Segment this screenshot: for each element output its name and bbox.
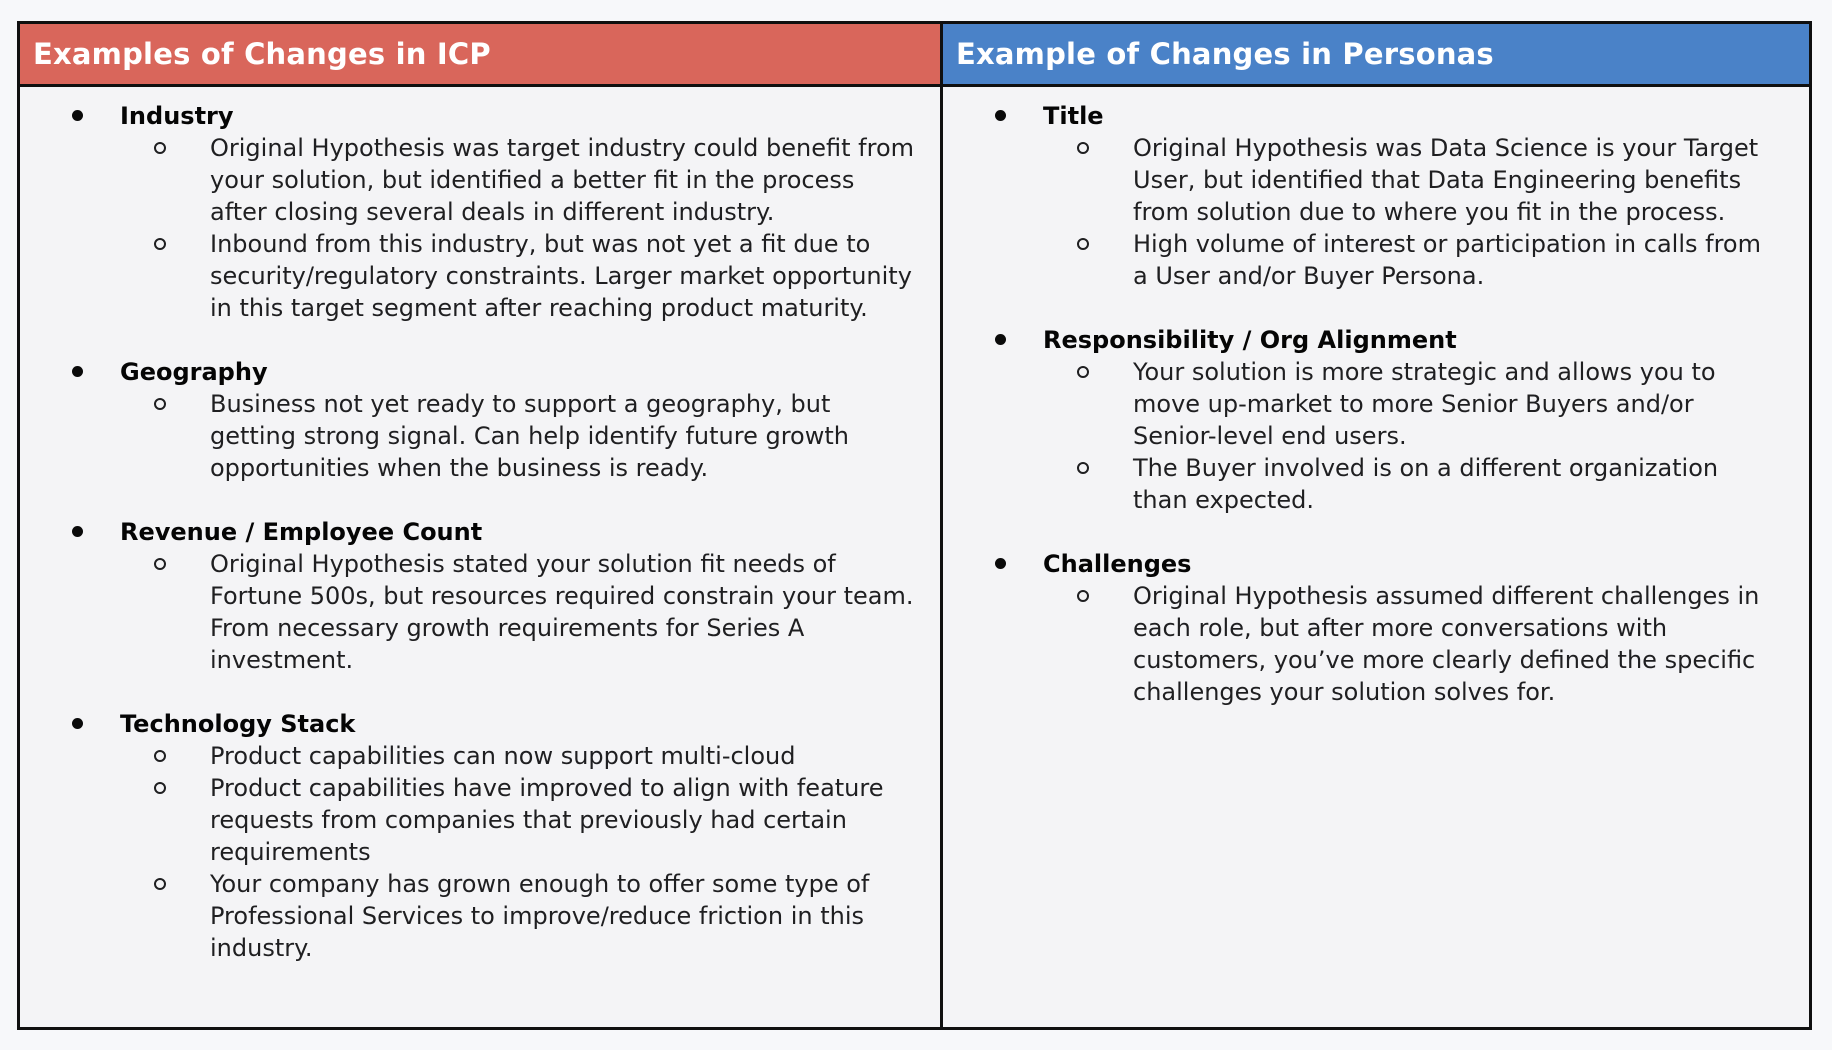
sub-list-text: Original Hypothesis was Data Science is your Target User, but identified that Data Engineering benefits from solution due to where you fit in the process.	[1133, 134, 1759, 226]
sub-list-text: Original Hypothesis was target industry could benefit from your solution, but identified a better fit in the process after closing several deals in different industry.	[210, 134, 915, 226]
list-item	[20, 708, 918, 740]
hollow-bullet-icon	[154, 750, 166, 762]
filled-bullet-icon	[72, 366, 83, 377]
sub-list-text: Product capabilities have improved to align with feature requests from companies that previously had certain requirements	[210, 774, 884, 866]
icp-header-title: Examples of Changes in ICP	[33, 37, 491, 71]
filled-bullet-icon	[995, 334, 1006, 345]
icp-body-cell	[20, 87, 943, 1027]
icp-group-revenue-employee-count	[20, 516, 918, 676]
filled-bullet-icon	[995, 110, 1006, 121]
sub-list-item	[943, 132, 1777, 228]
sub-list-text: Your solution is more strategic and allows you to move up-market to more Senior Buyers and/or Senior-level end users.	[1133, 358, 1716, 450]
list-term: Technology Stack	[120, 710, 356, 738]
personas-group-title	[943, 100, 1777, 292]
personas-header-title: Example of Changes in Personas	[956, 37, 1494, 71]
hollow-bullet-icon	[154, 878, 166, 890]
list-term: Responsibility / Org Alignment	[1043, 326, 1457, 354]
hollow-bullet-icon	[154, 782, 166, 794]
icp-group-industry	[20, 100, 918, 324]
icp-header-cell	[20, 24, 943, 87]
sub-list-item	[20, 132, 918, 228]
sub-list-item	[20, 228, 918, 324]
list-item	[943, 100, 1777, 132]
hollow-bullet-icon	[154, 142, 166, 154]
sub-list-text: Original Hypothesis stated your solution fit needs of Fortune 500s, but resources required constrain your team. From necessary growth requirements for Series A investment.	[210, 550, 914, 674]
sub-list-item	[20, 740, 918, 772]
filled-bullet-icon	[72, 526, 83, 537]
sub-list-text: High volume of interest or participation in calls from a User and/or Buyer Persona.	[1133, 230, 1761, 290]
comparison-table	[17, 21, 1812, 1030]
list-term: Revenue / Employee Count	[120, 518, 483, 546]
hollow-bullet-icon	[154, 238, 166, 250]
sub-list-item	[943, 580, 1777, 708]
list-term: Title	[1043, 102, 1104, 130]
icp-group-technology-stack	[20, 708, 918, 964]
icp-group-geography	[20, 356, 918, 484]
sub-list-text: Product capabilities can now support multi-cloud	[210, 742, 796, 770]
sub-list-item	[20, 388, 918, 484]
sub-list-item	[943, 228, 1777, 292]
filled-bullet-icon	[72, 718, 83, 729]
personas-group-responsibility-org-alignment	[943, 324, 1777, 516]
list-term: Geography	[120, 358, 268, 386]
filled-bullet-icon	[995, 558, 1006, 569]
sub-list-item	[943, 452, 1777, 516]
sub-list-item	[943, 356, 1777, 452]
personas-group-challenges	[943, 548, 1777, 708]
hollow-bullet-icon	[1077, 238, 1089, 250]
personas-body-cell	[943, 87, 1809, 1027]
list-term: Challenges	[1043, 550, 1192, 578]
list-item	[943, 548, 1777, 580]
list-item	[20, 516, 918, 548]
hollow-bullet-icon	[154, 398, 166, 410]
sub-list-item	[20, 772, 918, 868]
sub-list-text: Inbound from this industry, but was not yet a fit due to security/regulatory constraints. Larger market opportunity in this target segment after reaching product maturity.	[210, 230, 912, 322]
hollow-bullet-icon	[154, 558, 166, 570]
list-item	[943, 324, 1777, 356]
sub-list-item	[20, 548, 918, 676]
sub-list-item	[20, 868, 918, 964]
hollow-bullet-icon	[1077, 590, 1089, 602]
hollow-bullet-icon	[1077, 366, 1089, 378]
sub-list-text: Original Hypothesis assumed different challenges in each role, but after more conversations with customers, you’ve more clearly defined the specific challenges your solution solves for.	[1133, 582, 1760, 706]
sub-list-text: Business not yet ready to support a geography, but getting strong signal. Can help identify future growth opportunities when the business is ready.	[210, 390, 849, 482]
personas-header-cell	[943, 24, 1809, 87]
filled-bullet-icon	[72, 110, 83, 121]
hollow-bullet-icon	[1077, 142, 1089, 154]
list-item	[20, 356, 918, 388]
sub-list-text: The Buyer involved is on a different organization than expected.	[1133, 454, 1719, 514]
hollow-bullet-icon	[1077, 462, 1089, 474]
sub-list-text: Your company has grown enough to offer some type of Professional Services to improve/reduce friction in this industry.	[210, 870, 870, 962]
list-term: Industry	[120, 102, 234, 130]
list-item	[20, 100, 918, 132]
